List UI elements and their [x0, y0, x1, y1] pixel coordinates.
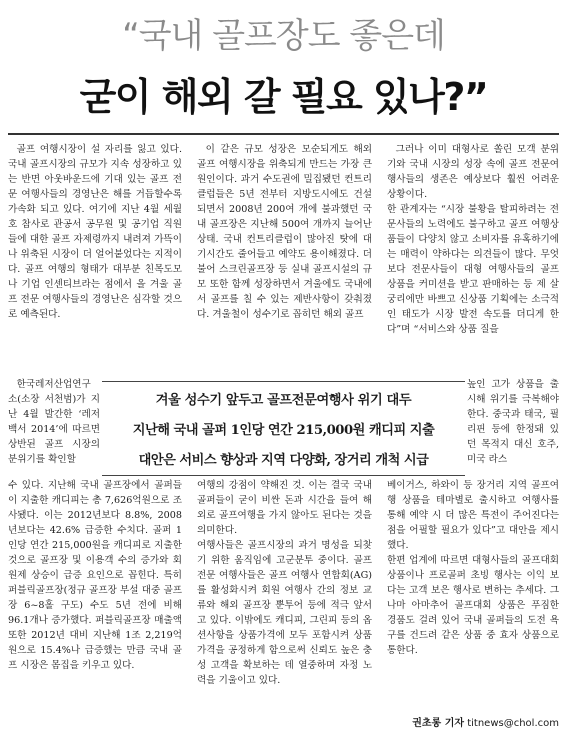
article-column-2-bottom — [197, 478, 372, 740]
headline-line-1: “국내 골프장도 좋은데 — [122, 16, 445, 56]
reporter-name: 권초롱 기자 — [412, 718, 465, 729]
article-column-2-top — [197, 142, 372, 376]
byline — [387, 714, 559, 729]
paragraph: 베이거스, 하와이 등 장거리 지역 골프여행 상품을 테마별로 출시하고 여행사를 통해 예약 시 더 많은 특전이 주어진다는 점을 어필할 필요가 있다”고 대안을 제시했다. 한편 업계에 따르면 대형사들의 골프대회 상품이나 프로골퍼 초빙 행사는 이익 보다는 고객 보은 행사로 변하는 추세다. 그나마 아마추어 골프대회 상품은 푸짐한 경품도 걸려 있어 국내 골퍼들의 도전 욕구를 건드려 같은 상품 중 효자 상품으로 통한다. — [387, 480, 559, 656]
article-column-1-middle — [8, 377, 100, 465]
article-column-1-bottom — [8, 478, 182, 740]
subheadline-box — [102, 381, 465, 476]
paragraph: 수 있다. 지난해 국내 골프장에서 골퍼들이 지출한 캐디피는 총 7,626억원으로 조사됐다. 이는 2012년보다 8.8%, 2008년보다는 42.6% 급증한 수치다. 골퍼 1인당 연간 215,000원을 캐디피로 지출한 것으로 골프장 및 이용객 수의 증가와 회원제 상승이 급증 요인으로 꼽힌다. 특히 퍼블릭골프장(정규 골프장 부설 대중 골프장 6~8홀 구도) 수도 5년 전에 비해 96.1개나 증가했다. 퍼블릭골프장 매출액 또한 2012년 대비 지난해 1조 2,219억 원으로 15.4%나 급증했는 만큼 국내 골프 시장은 몸집을 키우고 있다. — [8, 480, 182, 671]
subheadline-line-3: 대안은 서비스 향상과 지역 다양화, 장거리 개척 시급 — [138, 453, 429, 468]
paragraph: 이 같은 규모 성장은 모순되게도 해외 골프 여행시장을 위축되게 만드는 가장 큰 원인이다. 과거 수도권에 밀집됐던 컨트리클럽들은 5년 전부터 지방도시에도 건설되면서 2008년 200여 개에 불과했던 국내 골프장은 지난해 500여 개까지 늘어난 상태. 국내 컨트리클럽이 많아진 탓에 대기시간도 줄어들고 예약도 용이해졌다. 더불어 스크린골프장 등 실내 골프시설의 규모 또한 함께 성장하면서 겨울에도 국내에서 골프를 칠 수 있는 제반사항이 갖춰졌다. 겨울철이 성수기로 꼽히던 해외 골프 — [197, 144, 372, 320]
paragraph: 한국레저산업연구소(소장 서천범)가 지난 4월 발간한 ‘레저백서 2014’에 따르면 상반된 골프 시장의 분위기를 확인할 — [8, 379, 100, 465]
headline-line-2: 굳이 해외 갈 필요 있나?” — [79, 75, 488, 119]
article-column-1-top — [8, 142, 182, 376]
reporter-email: titnews@chol.com — [467, 718, 559, 729]
article-column-3-top — [387, 142, 559, 376]
headline-divider — [8, 133, 559, 135]
paragraph: 높인 고가 상품을 출시해 위기를 극복해야 한다. 중국과 태국, 필리핀 등에 한정돼 있던 목적지 대신 호주, 미국 라스 — [467, 379, 559, 465]
subheadline-line-1: 겨울 성수기 앞두고 골프전문여행사 위기 대두 — [155, 393, 412, 408]
paragraph: 여행의 강점이 약해진 것. 이는 결국 국내 골퍼들이 굳이 비싼 돈과 시간을 들여 해외로 골프여행을 가지 않아도 된다는 것을 의미한다. 여행사들은 골프시장의 과거 명성을 되찾기 위한 움직임에 고군분투 중이다. 골프 전문 여행사들은 골프 여행사 연합회(AG)를 활성화시켜 회원 여행사 간의 정보 교류와 해외 골프장 뿐투어 등에 적극 앞서고 있다. 이밖에도 캐디피, 그린피 등의 옵션사항을 상품가격에 모두 포함시켜 상품가격을 공정하게 함으로써 신뢰도 높은 충성 고객을 확보하는 데 열중하며 자정 노력을 기울이고 있다. — [197, 480, 372, 686]
paragraph: 골프 여행시장이 설 자리를 잃고 있다. 국내 골프시장의 규모가 지속 성장하고 있는 반면 아웃바운드에 기대 있는 골프 전문 여행사들의 경영난은 해를 거듭할수록 가속화 되고 있다. 여기에 지난 4월 세월호 참사로 관공서 공무원 및 공기업 직원들에 대한 골프 자제령까지 내려져 가뜩이나 위축된 시장이 더 얼어붙었다는 지적이다. 골프 여행의 형태가 대부분 친목도모나 기업 인센티브라는 점에서 올 겨울 골프 전문 여행사들의 경영난은 심각할 것으로 예측된다. — [8, 144, 182, 320]
article-column-3-middle — [467, 377, 559, 465]
article-column-3-bottom — [387, 478, 559, 704]
paragraph: 그러나 이미 대형사로 쏠린 모객 분위기와 국내 시장의 성장 속에 골프 전문여행사들의 생존은 예상보다 훨씬 어려운 상황이다. 한 관계자는 “시장 불황을 탈피하려는 전문사들의 노력에도 불구하고 골프 여행상품들이 다양치 않고 소비자를 유혹하기에는 매력이 약하다는 의견들이 많다. 무엇보다 전문사들이 대형 여행사들의 골프 상품을 커미션을 받고 판매하는 등 제 살 궁리에만 바쁘고 신상품 기획에는 소극적인 태도가 시장 발전 속도를 더디게 한다”며 “서비스와 상품 질을 — [387, 144, 559, 335]
subheadline-line-2: 지난해 국내 골퍼 1인당 연간 215,000원 캐디피 지출 — [132, 423, 435, 438]
